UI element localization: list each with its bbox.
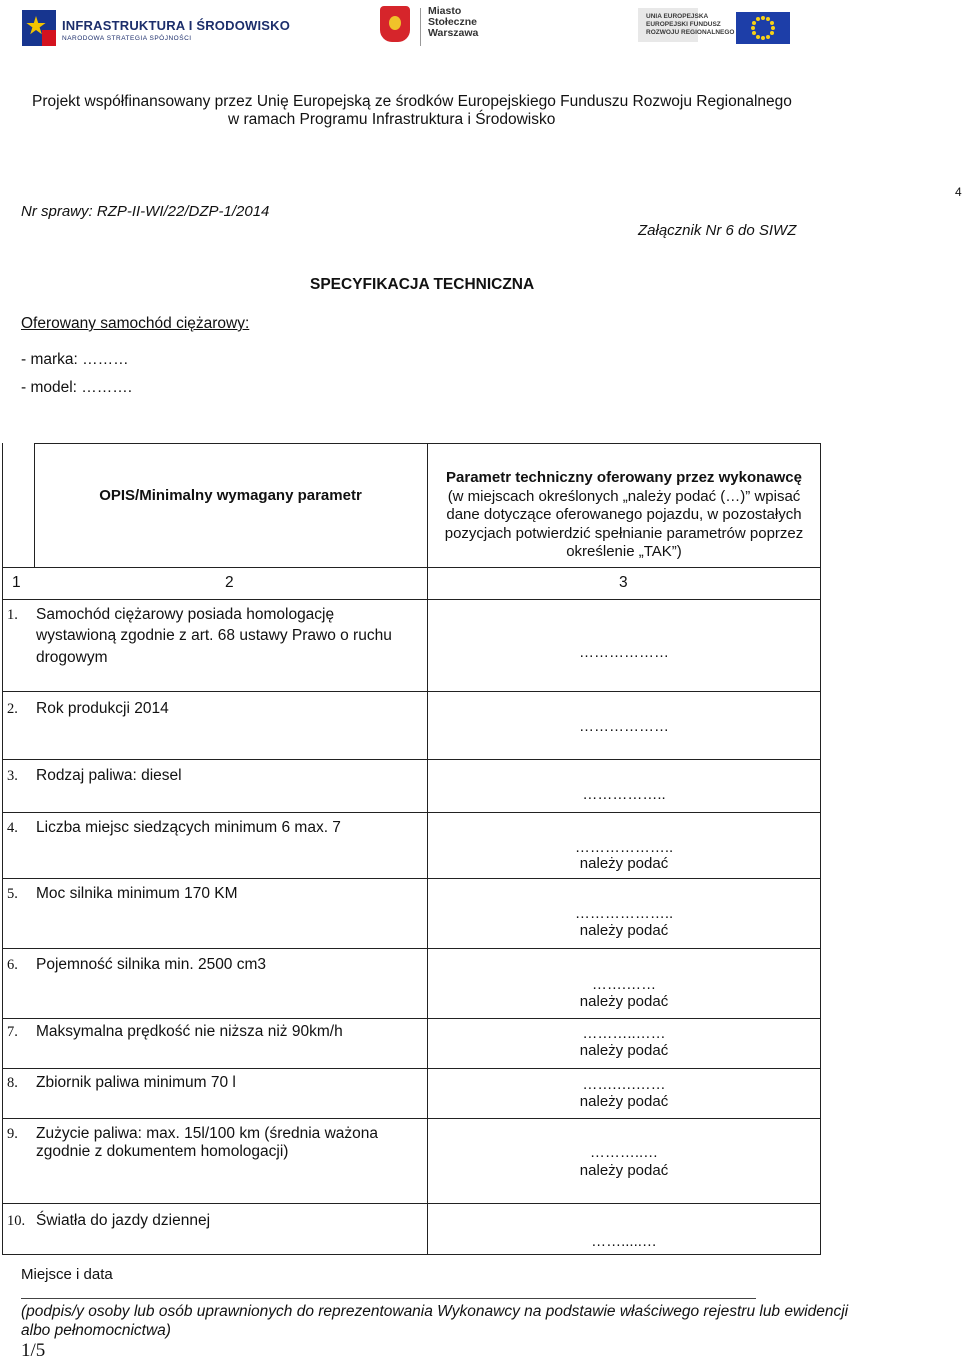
edge-mark: 4 — [955, 185, 962, 199]
page-number: 1/5 — [21, 1340, 46, 1361]
row-note: należy podać — [579, 1042, 669, 1059]
row-value: …………….. — [582, 786, 666, 803]
row-number: 5. — [7, 886, 18, 902]
spec-table — [2, 443, 821, 1255]
row-number: 9. — [7, 1126, 18, 1142]
row-description: wystawioną zgodnie z art. 68 ustawy Prawo o ruchu — [36, 627, 392, 644]
logo-title: INFRASTRUKTURA I ŚRODOWISKO — [62, 18, 291, 33]
row-value: ……………… — [579, 718, 669, 735]
attachment-label: Załącznik Nr 6 do SIWZ — [638, 222, 797, 239]
col-number-2: 2 — [225, 574, 234, 591]
row-number: 1. — [7, 607, 18, 623]
row-value: …….….…… — [582, 1076, 666, 1093]
row-value: ………..… — [589, 1144, 659, 1161]
page-title: SPECYFIKACJA TECHNICZNA — [310, 276, 535, 293]
row-note: należy podać — [579, 993, 669, 1010]
row-note: należy podać — [579, 855, 669, 872]
row-description: Światła do jazdy dziennej — [36, 1212, 211, 1229]
row-description: Zużycie paliwa: max. 15l/100 km (średnia ważona — [36, 1125, 379, 1142]
place-date-label: Miejsce i data — [21, 1266, 113, 1283]
row-description: Maksymalna prędkość nie niższa niż 90km/h — [36, 1023, 343, 1040]
infrastruktura-logo — [22, 8, 291, 50]
project-line-1: Projekt współfinansowany przez Unię Europejską ze środków Europejskiego Funduszu Rozwoju Regionalnego — [32, 93, 792, 110]
row-description: zgodnie z dokumentem homologacji) — [36, 1143, 289, 1160]
warsaw-logo — [380, 6, 500, 50]
signature-caption: (podpis/y osoby lub osób uprawnionych do reprezentowania Wykonawcy na podstawie właściwego rejestru lub ewidencji albo pełnomocnictwa) — [21, 1303, 849, 1339]
row-value: …….…… — [591, 976, 657, 993]
eu-flag-icon — [736, 12, 790, 44]
row-value: ……………….. — [574, 905, 674, 922]
row-number: 7. — [7, 1024, 18, 1040]
row-description: Rodzaj paliwa: diesel — [36, 767, 182, 784]
row-description: Moc silnika minimum 170 KM — [36, 885, 238, 902]
offered-label: Oferowany samochód ciężarowy: — [21, 315, 250, 332]
signature-line — [21, 1298, 756, 1299]
row-value: ……………….. — [574, 839, 674, 856]
row-value: …….....… — [591, 1233, 657, 1250]
row-note: należy podać — [579, 922, 669, 939]
row-description: Pojemność silnika min. 2500 cm3 — [36, 956, 267, 973]
col-number-1: 1 — [12, 574, 21, 591]
row-description: Samochód ciężarowy posiada homologację — [36, 606, 335, 623]
project-line-2: w ramach Programu Infrastruktura i Środowisko — [228, 111, 556, 128]
row-number: 3. — [7, 768, 18, 784]
eu-logo-text: UNIA EUROPEJSKA EUROPEJSKI FUNDUSZ ROZWOJU REGIONALNEGO — [646, 13, 735, 36]
col-parameter-note: określenie „TAK”) — [566, 543, 682, 560]
brand-field: - marka: ……… — [21, 351, 129, 368]
flag-icon — [22, 10, 56, 46]
case-number: Nr sprawy: RZP-II-WI/22/DZP-1/2014 — [21, 203, 270, 220]
eu-logo — [638, 8, 794, 44]
row-description: drogowym — [36, 649, 108, 666]
row-description: Zbiornik paliwa minimum 70 l — [36, 1074, 236, 1091]
col-parameter-note: (w miejscach określonych „należy podać (…)” wpisać — [447, 487, 801, 505]
col-parameter-note: dane dotyczące oferowanego pojazdu, w pozostałych — [446, 506, 802, 523]
col-parameter-note: pozycjach potwierdzić spełnianie parametrów poprzez — [444, 524, 804, 542]
row-number: 2. — [7, 701, 18, 717]
row-description: Rok produkcji 2014 — [36, 700, 169, 717]
row-number: 6. — [7, 957, 18, 973]
warsaw-logo-text: Miasto Stołeczne Warszawa — [428, 5, 479, 39]
col-number-3: 3 — [619, 574, 628, 591]
col-parameter-header: Parametr techniczny oferowany przez wykonawcę — [446, 469, 802, 486]
row-number: 10. — [7, 1213, 26, 1229]
row-number: 4. — [7, 820, 18, 836]
row-value: ……………… — [579, 644, 669, 661]
row-note: należy podać — [579, 1162, 669, 1179]
row-description: Liczba miejsc siedzących minimum 6 max. 7 — [36, 819, 341, 836]
coat-of-arms-icon — [380, 6, 410, 42]
row-number: 8. — [7, 1075, 18, 1091]
row-note: należy podać — [579, 1093, 669, 1110]
model-field: - model: ………. — [21, 379, 133, 396]
logo-subtitle: NARODOWA STRATEGIA SPÓJNOŚCI — [62, 35, 192, 42]
col-description-header: OPIS/Minimalny wymagany parametr — [99, 487, 362, 504]
row-value: ………..…… — [582, 1025, 666, 1042]
